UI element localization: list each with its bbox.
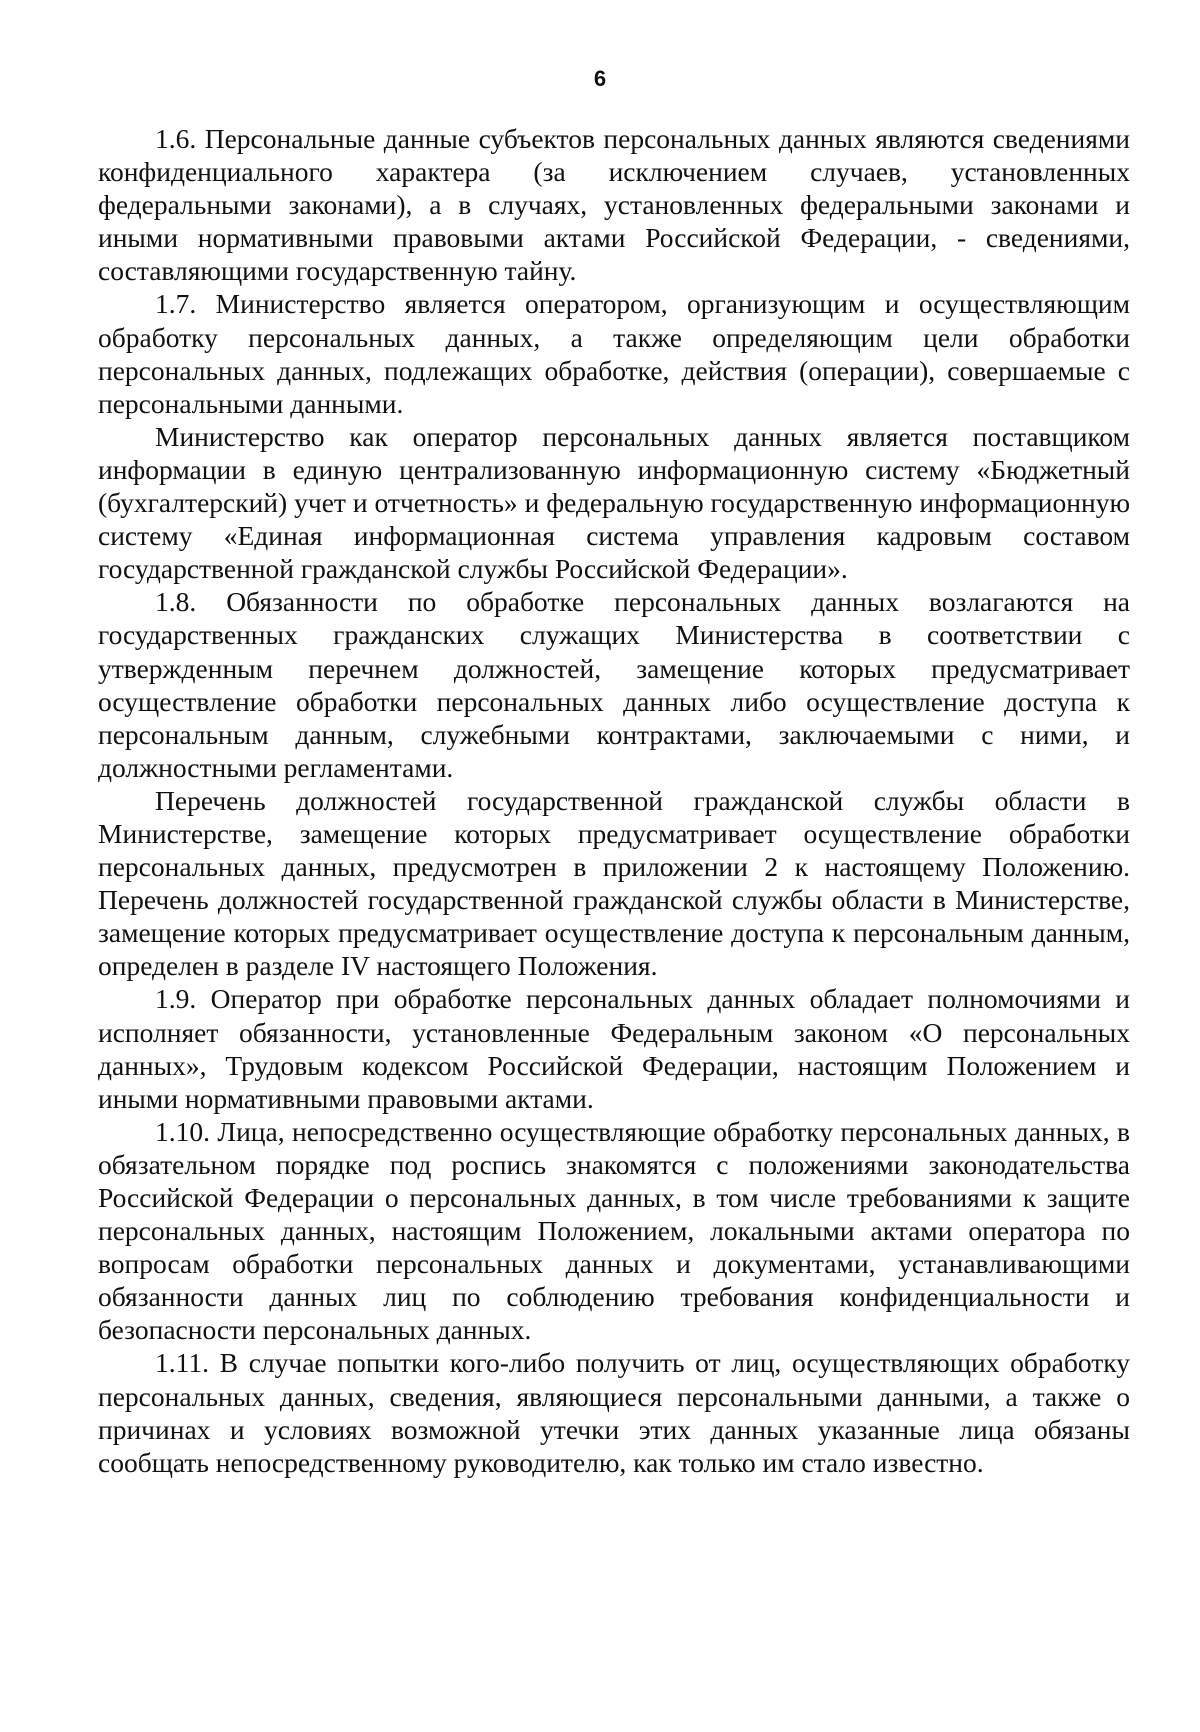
page-number: 6 <box>593 66 607 91</box>
paragraph-1-10: 1.10. Лица, непосредственно осуществляющие обработку персональных данных, в обязательном порядке под роспись знакомятся с положениями законодательства Российской Федерации о персональных данных, в том числе требованиями к защите персональных данных, настоящим Положением, локальными актами оператора по вопросам обработки персональных данных и документами, устанавливающими обязанности данных лиц по соблюдению требования конфиденциальности и безопасности персональных данных. <box>98 1115 1130 1346</box>
paragraph-positions-list: Перечень должностей государственной гражданской службы области в Министерстве, замещение которых предусматривает осуществление обработки персональных данных, предусмотрен в приложении 2 к настоящему Положению. Перечень должностей государственной гражданской службы области в Министерстве, замещение которых предусматривает осуществление доступа к персональным данным, определен в разделе IV настоящего Положения. <box>98 784 1130 982</box>
paragraph-1-9: 1.9. Оператор при обработке персональных данных обладает полномочиями и исполняет обязанности, установленные Федеральным законом «О персональных данных», Трудовым кодексом Российской Федерации, настоящим Положением и иными нормативными правовыми актами. <box>98 983 1130 1114</box>
paragraph-ministry-operator: Министерство как оператор персональных данных является поставщиком информации в единую централизованную информационную систему «Бюджетный (бухгалтерский) учет и отчетность» и федеральную государственную информационную систему «Единая информационная система управления кадровым составом государственной гражданской службы Российской Федерации». <box>98 420 1130 585</box>
paragraph-1-8: 1.8. Обязанности по обработке персональных данных возлагаются на государственных гражданских служащих Министерства в соответствии с утвержденным перечнем должностей, замещение которых предусматривает осуществление обработки персональных данных либо осуществление доступа к персональным данным, служебными контрактами, заключаемыми с ними, и должностными регламентами. <box>98 586 1130 783</box>
document-body <box>98 122 1130 1479</box>
paragraph-1-6: 1.6. Персональные данные субъектов персональных данных являются сведениями конфиденциального характера (за исключением случаев, установленных федеральными законами), а в случаях, установленных федеральными законами и иными нормативными правовыми актами Российской Федерации, - сведениями, составляющими государственную тайну. <box>98 123 1130 287</box>
paragraph-1-11: 1.11. В случае попытки кого-либо получить от лиц, осуществляющих обработку персональных данных, сведения, являющиеся персональными данными, а также о причинах и условиях возможной утечки этих данных указанные лица обязаны сообщать непосредственному руководителю, как только им стало известно. <box>98 1347 1130 1478</box>
paragraph-1-7: 1.7. Министерство является оператором, организующим и осуществляющим обработку персональных данных, а также определяющим цели обработки персональных данных, подлежащих обработке, действия (операции), совершаемые с персональными данными. <box>98 288 1130 419</box>
